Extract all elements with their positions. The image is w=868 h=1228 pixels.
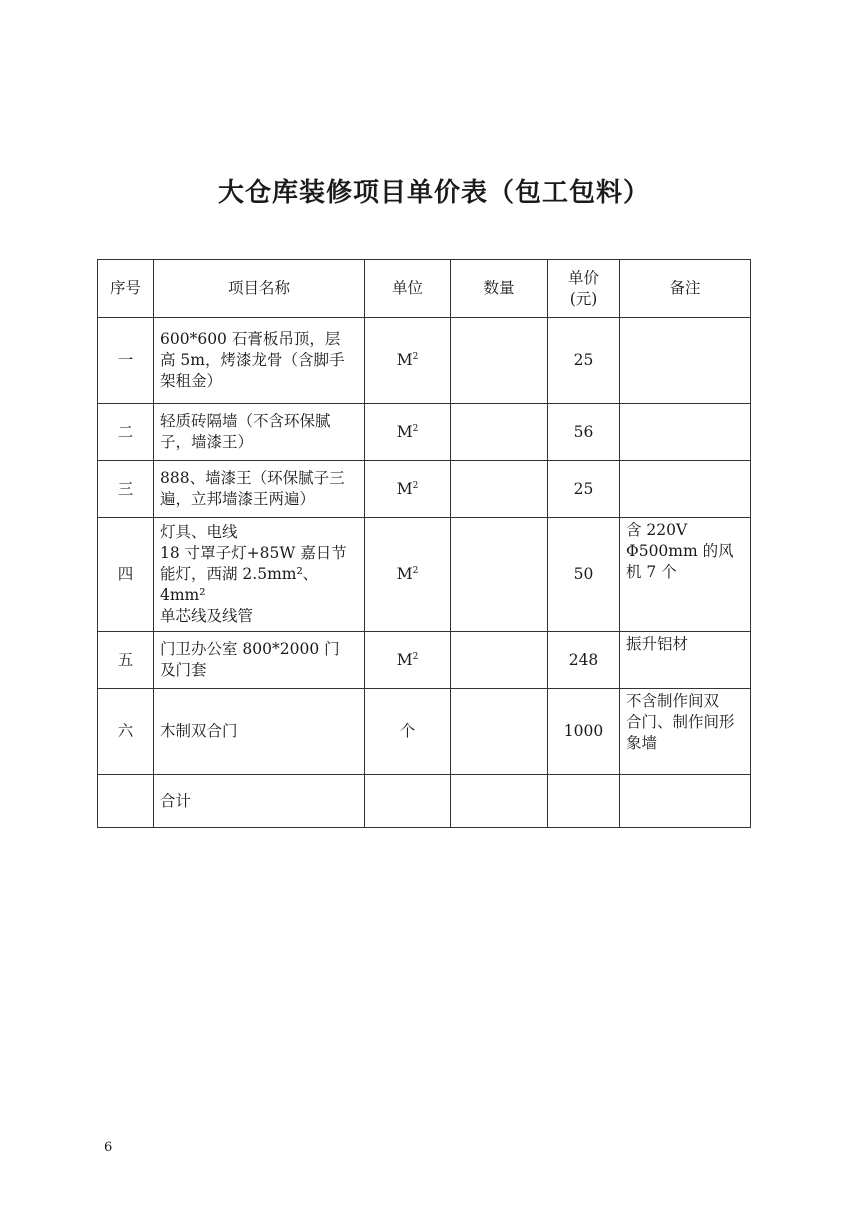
header-price-line2: (元) xyxy=(569,289,598,308)
row-unit xyxy=(365,461,451,518)
item-name-line: 及门套 xyxy=(160,661,207,679)
page-title: 大仓库装修项目单价表（包工包料） xyxy=(217,178,650,208)
row-note xyxy=(620,632,751,689)
table-row xyxy=(98,689,751,775)
note-line: 机 7 个 xyxy=(626,563,677,581)
price-table xyxy=(97,259,751,828)
item-name-line: 单芯线及线管 xyxy=(160,607,254,625)
unit-text: M xyxy=(396,565,413,583)
row-item-name xyxy=(154,404,365,461)
total-note xyxy=(620,775,751,828)
note-line: 含 220V xyxy=(626,521,688,539)
unit-text: M xyxy=(396,479,413,498)
row-item-name xyxy=(154,518,365,632)
item-name-line: 888、墙漆王（环保腻子三 xyxy=(160,469,345,487)
item-name-line: 遍，立邦墙漆王两遍） xyxy=(160,490,316,508)
row-price: 248 xyxy=(548,632,620,689)
table-row xyxy=(98,404,751,461)
note-line: Φ500mm 的风 xyxy=(626,542,734,560)
total-row xyxy=(98,775,751,828)
item-name-line: 木制双合门 xyxy=(160,722,238,740)
note-line: 象墙 xyxy=(626,734,658,752)
item-name-line: 子，墙漆王） xyxy=(160,433,254,451)
row-price: 25 xyxy=(548,461,620,518)
header-qty: 数量 xyxy=(451,260,548,318)
header-price-line1: 单价 xyxy=(567,268,599,287)
row-seq: 六 xyxy=(98,689,154,775)
total-label: 合计 xyxy=(154,775,365,828)
row-note xyxy=(620,318,751,404)
row-unit xyxy=(365,318,451,404)
item-name-line: 能灯，西湖 2.5mm²、4mm² xyxy=(160,565,319,604)
unit-superscript: 2 xyxy=(412,423,419,434)
row-item-name xyxy=(154,689,365,775)
row-note xyxy=(620,518,751,632)
page-number: 6 xyxy=(104,1140,113,1155)
row-seq: 三 xyxy=(98,461,154,518)
row-note xyxy=(620,404,751,461)
total-unit xyxy=(365,775,451,828)
table-row xyxy=(98,518,751,632)
item-name-line: 18 寸罩子灯+85W 嘉日节 xyxy=(160,544,347,562)
row-seq: 五 xyxy=(98,632,154,689)
row-note xyxy=(620,689,751,775)
row-qty xyxy=(451,689,548,775)
item-name-line: 门卫办公室 800*2000 门 xyxy=(160,640,340,658)
total-price xyxy=(548,775,620,828)
header-name: 项目名称 xyxy=(154,260,365,318)
row-note xyxy=(620,461,751,518)
unit-text: M xyxy=(396,351,413,369)
table-header-row xyxy=(98,260,751,318)
unit-text: M xyxy=(396,422,413,441)
item-name-line: 高 5m，烤漆龙骨（含脚手 xyxy=(160,351,345,369)
unit-superscript: 2 xyxy=(412,651,419,662)
row-price: 56 xyxy=(548,404,620,461)
header-price xyxy=(548,260,620,318)
table-row xyxy=(98,461,751,518)
row-unit xyxy=(365,404,451,461)
row-price: 25 xyxy=(548,318,620,404)
row-qty xyxy=(451,318,548,404)
unit-text: M xyxy=(396,650,413,669)
row-item-name xyxy=(154,632,365,689)
note-line: 合门、制作间形 xyxy=(626,713,735,731)
row-unit xyxy=(365,632,451,689)
row-qty xyxy=(451,461,548,518)
total-seq xyxy=(98,775,154,828)
row-qty xyxy=(451,632,548,689)
note-line: 振升铝材 xyxy=(626,635,689,653)
header-unit: 单位 xyxy=(365,260,451,318)
note-line: 不含制作间双 xyxy=(626,692,720,710)
item-name-line: 灯具、电线 xyxy=(160,523,238,541)
item-name-line: 轻质砖隔墙（不含环保腻 xyxy=(160,412,331,430)
row-item-name xyxy=(154,461,365,518)
row-unit xyxy=(365,518,451,632)
total-qty xyxy=(451,775,548,828)
unit-superscript: 2 xyxy=(412,352,419,362)
row-seq: 二 xyxy=(98,404,154,461)
row-price: 1000 xyxy=(548,689,620,775)
row-qty xyxy=(451,404,548,461)
unit-superscript: 2 xyxy=(412,480,419,491)
row-seq: 一 xyxy=(98,318,154,404)
row-unit xyxy=(365,689,451,775)
row-seq: 四 xyxy=(98,518,154,632)
table-row xyxy=(98,632,751,689)
unit-superscript: 2 xyxy=(412,566,419,576)
item-name-line: 600*600 石膏板吊顶，层 xyxy=(160,330,341,348)
item-name-line: 架租金） xyxy=(160,372,223,390)
header-seq: 序号 xyxy=(98,260,154,318)
unit-text: 个 xyxy=(399,722,416,740)
row-price: 50 xyxy=(548,518,620,632)
row-qty xyxy=(451,518,548,632)
header-note: 备注 xyxy=(620,260,751,318)
table-row xyxy=(98,318,751,404)
row-item-name xyxy=(154,318,365,404)
